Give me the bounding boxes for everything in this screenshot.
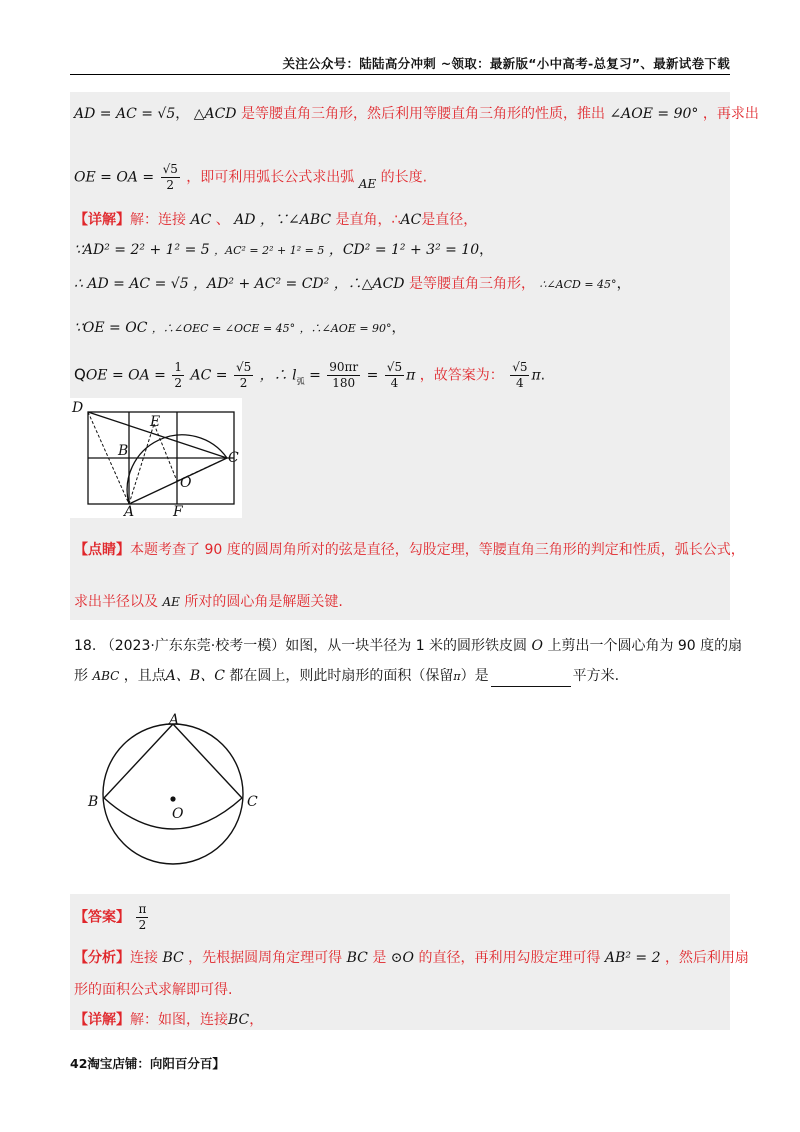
sol17-line-5: ∴ AD = AC = √5 ，AD² + AC² = CD² ，∴△ACD 是等腰直角三角形， ∴∠ACD = 45°， bbox=[74, 276, 631, 292]
math: ，AD² + AC² = CD² bbox=[193, 276, 330, 292]
math: ，AC² = 2² + 1² = 5 bbox=[214, 244, 325, 257]
math: AC bbox=[190, 212, 212, 228]
sol17-line-4: ∵AD² = 2² + 1² = 5 ，AC² = 2² + 1² = 5 ，CD² = 1² + 3² = 10， bbox=[74, 242, 494, 258]
label-b: B bbox=[118, 443, 129, 459]
text: 是直径， bbox=[421, 212, 478, 228]
math: BC bbox=[346, 950, 368, 966]
math: AD bbox=[234, 212, 256, 228]
label-o: O bbox=[180, 475, 192, 491]
text: ，然后利用扇 bbox=[664, 950, 749, 966]
comment-tag: 【点睛】 bbox=[74, 542, 130, 558]
label-b: B bbox=[88, 794, 99, 810]
math: ，∴∠AOE = 90° bbox=[299, 322, 392, 335]
text: ，故答案为： bbox=[419, 367, 504, 384]
text: 是 bbox=[372, 950, 387, 966]
footer-text: 42淘宝店铺：向阳百分百】 bbox=[70, 1056, 225, 1071]
sol17-line-7: QOE = OA = $\frac{1}{2}$ AC = $\frac{√5}{2}$ ，∴ $l_弧$ = $\frac{90\pi r}{180}$ = $\frac{√5}{4}$ π ，故答案为： $\frac{√5}{4}$ π. bbox=[74, 360, 546, 390]
label-f: F bbox=[173, 504, 183, 518]
fraction: $\frac{√5}{4}$ bbox=[512, 360, 528, 390]
arc-label: AE bbox=[162, 595, 180, 609]
text: ，且点 bbox=[123, 668, 166, 684]
math: ABC bbox=[92, 669, 120, 683]
math: ，CD² = 1² + 3² = 10 bbox=[328, 242, 480, 258]
math: ，∴△ACD bbox=[333, 276, 405, 292]
text: 是等腰直角三角形，然后利用等腰直角三角形的性质，推出 bbox=[240, 106, 605, 122]
header-text: 关注公众号：陆陆高分冲刺 ~领取：最新版“小中高考-总复习”、最新试卷下载 bbox=[282, 56, 730, 71]
arc-label: AE bbox=[358, 176, 377, 191]
sol17-line-2 bbox=[74, 162, 427, 193]
page-header bbox=[70, 50, 730, 75]
text: 求出半径以及 bbox=[74, 594, 158, 610]
fraction: $\frac{√5}{4}$ bbox=[386, 360, 403, 390]
analysis-tag: 【分析】 bbox=[74, 950, 130, 966]
math: AC bbox=[400, 212, 422, 228]
text: 如图，从一块半径为 1 米的圆形铁皮圆 bbox=[285, 638, 528, 654]
text: 连接 bbox=[130, 950, 158, 966]
text: 本题考查了 90 度的圆周角所对的弦是直径，勾股定理，等腰直角三角形的判定和性质，弧长公式， bbox=[130, 542, 745, 558]
text: 是等腰直角三角形， bbox=[409, 276, 535, 292]
math: ∵AD² = 2² + 1² = 5 bbox=[74, 242, 210, 258]
math: AC = bbox=[190, 367, 228, 384]
text: 都在圆上，则此时扇形的面积（保留 bbox=[229, 668, 454, 684]
text: ）是 bbox=[460, 668, 489, 684]
math: ∴∠ACD = 45° bbox=[539, 278, 617, 291]
answer-blank[interactable] bbox=[491, 672, 571, 687]
text: 形的面积公式求解即可得. bbox=[74, 982, 233, 998]
detail-tag: 【详解】 bbox=[74, 1012, 130, 1028]
ans18-line-4: 【详解】解：如图，连接BC， bbox=[74, 1012, 264, 1028]
detail-tag: 【详解】 bbox=[74, 212, 130, 228]
fraction: $\frac{90\pi r}{180}$ bbox=[329, 360, 359, 390]
label-c: C bbox=[247, 794, 258, 810]
text: 解：如图，连接 bbox=[130, 1012, 228, 1028]
sol17-line-6: ∵OE = OC ，∴∠OEC = ∠OCE = 45° ，∴∠AOE = 90°， bbox=[74, 320, 406, 336]
answer-fraction: $\frac{\pi}{2}$ bbox=[138, 902, 147, 932]
text: 、 bbox=[215, 212, 230, 228]
text: 形 bbox=[74, 668, 88, 684]
ans18-line-3 bbox=[74, 980, 232, 1000]
figure-17-grid-diagram bbox=[70, 398, 242, 518]
label-c: C bbox=[228, 450, 239, 466]
fraction: $\frac{√5}{2}$ bbox=[162, 162, 178, 192]
text: ，即可利用弧长公式求出弧 bbox=[186, 169, 355, 186]
q18-line-1 bbox=[74, 636, 742, 656]
math: △ACD bbox=[193, 106, 237, 122]
math: = bbox=[309, 367, 321, 384]
label-e: E bbox=[150, 414, 161, 430]
text: 平方米. bbox=[572, 668, 620, 684]
math: OE = OA = bbox=[85, 367, 166, 384]
math: BC bbox=[228, 1012, 250, 1028]
math: π bbox=[453, 670, 461, 683]
answer-tag: 【答案】 bbox=[74, 909, 130, 926]
comment17-line-1 bbox=[74, 540, 745, 560]
math: ∠AOE = 90° bbox=[609, 106, 699, 122]
text: 解：连接 bbox=[130, 212, 186, 228]
fraction: $\frac{1}{2}$ bbox=[174, 360, 183, 390]
fraction: $\frac{√5}{2}$ bbox=[235, 360, 252, 390]
label-o: O bbox=[172, 806, 184, 822]
question-source: （2023·广东东莞·校考一模） bbox=[100, 638, 286, 654]
ans18-line-1 bbox=[74, 902, 150, 933]
math: ，∴∠OEC = ∠OCE = 45° bbox=[151, 322, 296, 335]
text: 是直角，∴ bbox=[335, 212, 401, 228]
label-a: A bbox=[169, 712, 180, 728]
math: ⊙O bbox=[390, 950, 415, 966]
ans18-line-2 bbox=[74, 948, 749, 968]
center-point bbox=[170, 796, 175, 801]
text: 上剪出一个圆心角为 90 度的扇 bbox=[547, 638, 743, 654]
figure-18-circle-sector bbox=[84, 710, 274, 886]
sol17-line-1: AD = AC = √5， △ACD 是等腰直角三角形，然后利用等腰直角三角形的性质，推出 ∠AOE = 90° ，再求出 bbox=[74, 106, 759, 122]
math: OE = OA = bbox=[74, 169, 155, 186]
label-a: A bbox=[124, 504, 135, 518]
page-footer bbox=[70, 1054, 225, 1072]
label-d: D bbox=[72, 400, 84, 416]
text: ，再求出 bbox=[702, 106, 759, 122]
math: ∴ AD = AC = √5 bbox=[74, 276, 189, 292]
text: ，先根据圆周角定理可得 bbox=[188, 950, 343, 966]
math: BC bbox=[162, 950, 184, 966]
math: ，∴ l bbox=[259, 367, 297, 384]
text: 的长度. bbox=[380, 169, 428, 186]
math: AB² = 2 bbox=[604, 950, 661, 966]
math: A、B、C bbox=[165, 668, 225, 684]
question-number: 18. bbox=[74, 638, 97, 654]
sol17-line-3 bbox=[74, 210, 477, 230]
q18-line-2 bbox=[74, 666, 619, 687]
text: 所对的圆心角是解题关键. bbox=[184, 594, 343, 610]
math: = bbox=[366, 367, 379, 384]
math: O bbox=[531, 638, 543, 654]
comment17-line-2 bbox=[74, 592, 343, 612]
math: AD = AC = √5 bbox=[74, 106, 176, 122]
math: ，∵∠ABC bbox=[259, 212, 332, 228]
math: ∵OE = OC bbox=[74, 320, 148, 336]
text: 的直径，再利用勾股定理可得 bbox=[418, 950, 601, 966]
